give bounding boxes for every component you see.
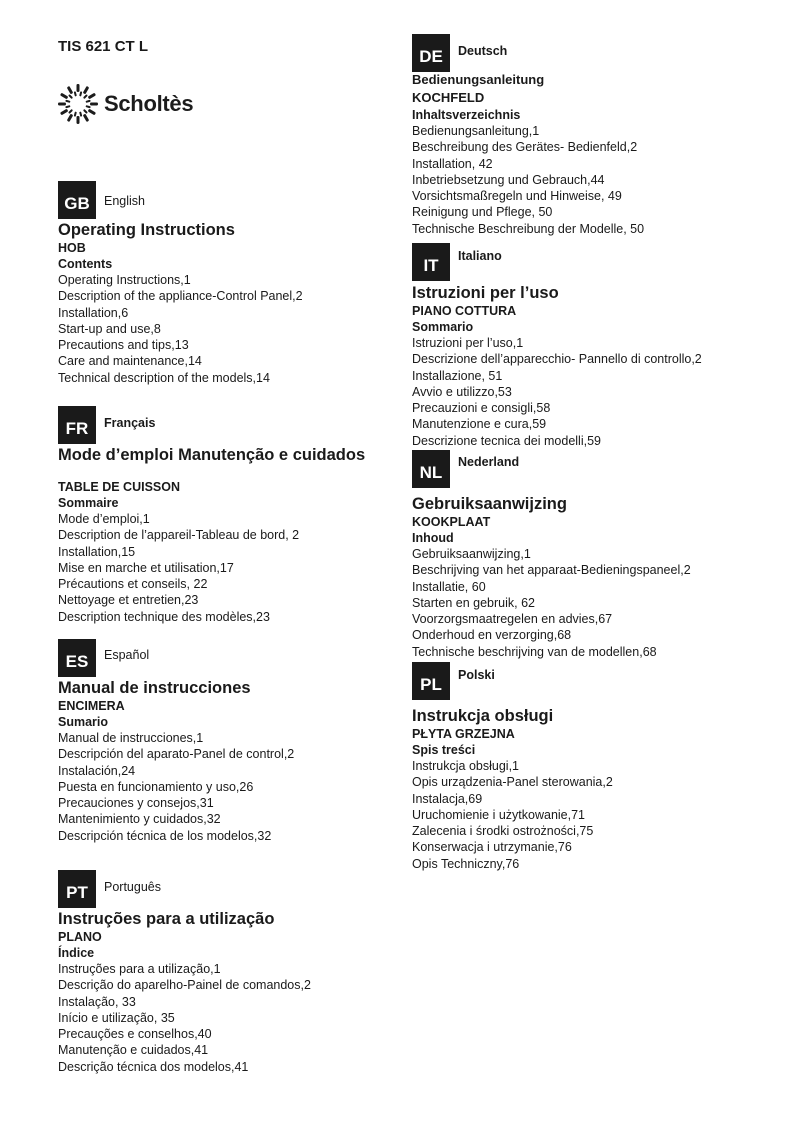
contents-item: Installation,6 xyxy=(58,305,129,320)
section-it xyxy=(412,243,702,449)
lang-name: English xyxy=(104,194,145,208)
contents-item: Descrição do aparelho-Painel de comandos,2 xyxy=(58,978,311,993)
product-name: KOOKPLAAT xyxy=(412,515,491,529)
section-nl xyxy=(412,450,691,660)
contents-item: Início e utilização, 35 xyxy=(58,1010,175,1025)
lang-header xyxy=(58,406,365,444)
lang-badge: NL xyxy=(412,450,450,488)
section-title: Gebruiksaanwijzing xyxy=(412,495,567,513)
contents-item: Care and maintenance,14 xyxy=(58,354,202,369)
contents-label: Índice xyxy=(58,946,95,960)
product-name: PLANO xyxy=(58,930,102,944)
product-name: PIANO COTTURA xyxy=(412,304,517,318)
contents-label: Sommario xyxy=(412,320,474,334)
contents-item: Puesta en funcionamiento y uso,26 xyxy=(58,779,254,794)
section-de xyxy=(412,34,644,237)
contents-item: Precauciones y consejos,31 xyxy=(58,796,214,811)
product-name: ENCIMERA xyxy=(58,699,125,713)
contents-item: Instruções para a utilização,1 xyxy=(58,962,221,976)
contents-item: Précautions et conseils, 22 xyxy=(58,577,208,592)
contents-item: Technical description of the models,14 xyxy=(58,370,270,385)
contents-item: Technische Beschreibung der Modelle, 50 xyxy=(412,221,645,236)
contents-item: Start-up and use,8 xyxy=(58,321,161,336)
brand-name: Scholtès xyxy=(104,91,194,116)
contents-item: Gebruiksaanwijzing,1 xyxy=(412,547,531,561)
section-pt xyxy=(58,870,311,1075)
lang-header xyxy=(58,181,303,219)
contents-item: Istruzioni per l’uso,1 xyxy=(412,336,524,350)
model-number: TIS 621 CT L xyxy=(58,38,149,55)
contents-item: Manutenção e cuidados,41 xyxy=(58,1043,209,1058)
contents-item: Operating Instructions,1 xyxy=(58,273,191,287)
section-title: Instruções para a utilização xyxy=(58,910,275,928)
contents-item: Technische beschrijving van de modellen,68 xyxy=(412,644,657,659)
contents-item: Descrizione dell’apparecchio- Pannello di controllo,2 xyxy=(412,352,702,367)
lang-name: Français xyxy=(104,416,156,430)
contents-item: Vorsichtsmaßregeln und Hinweise, 49 xyxy=(412,189,622,204)
sun-logo-icon xyxy=(56,82,100,126)
contents-item: Avvio e utilizzo,53 xyxy=(412,384,512,399)
contents-item: Installation,15 xyxy=(58,544,136,559)
lang-header xyxy=(412,450,691,488)
section-title: Instrukcja obsługi xyxy=(412,707,554,725)
contents-item: Bedienungsanleitung,1 xyxy=(412,124,540,138)
contents-item: Descrizione tecnica dei modelli,59 xyxy=(412,433,601,448)
contents-label: Sumario xyxy=(58,715,109,729)
contents-item: Onderhoud en verzorging,68 xyxy=(412,628,572,643)
contents-item: Beschreibung des Gerätes- Bedienfeld,2 xyxy=(412,140,638,155)
contents-item: Descrição técnica dos modelos,41 xyxy=(58,1059,249,1074)
contents-label: Inhoud xyxy=(412,531,454,545)
lang-name: Português xyxy=(104,880,161,894)
contents-item: Voorzorgsmaatregelen en advies,67 xyxy=(412,612,613,627)
lang-badge: ES xyxy=(58,639,96,677)
lang-header xyxy=(58,639,294,677)
contents-item: Zalecenia i środki ostrożności,75 xyxy=(412,824,594,839)
contents-item: Mode d’emploi,1 xyxy=(58,512,150,526)
contents-item: Manutenzione e cura,59 xyxy=(412,417,547,432)
lang-name: Polski xyxy=(458,668,495,682)
lang-header xyxy=(412,243,702,281)
contents-item: Installation, 42 xyxy=(412,156,493,171)
section-fr xyxy=(58,406,365,625)
product-name: KOCHFELD xyxy=(412,90,485,105)
lang-badge: GB xyxy=(58,181,96,219)
contents-item: Starten en gebruik, 62 xyxy=(412,595,535,610)
lang-badge: DE xyxy=(412,34,450,72)
contents-item: Uruchomienie i użytkowanie,71 xyxy=(412,807,586,822)
brand-logo xyxy=(56,82,193,126)
section-es xyxy=(58,639,294,844)
contents-label: Spis treści xyxy=(412,743,476,757)
contents-item: Opis Techniczny,76 xyxy=(412,856,520,871)
section-title: Mode d’emploi Manutenção e cuidados xyxy=(58,446,366,464)
contents-item: Instalación,24 xyxy=(58,763,136,778)
contents-item: Opis urządzenia-Panel sterowania,2 xyxy=(412,775,613,790)
lang-header xyxy=(58,870,311,908)
contents-item: Instalação, 33 xyxy=(58,994,136,1009)
contents-item: Precauzioni e consigli,58 xyxy=(412,401,551,416)
product-name: PŁYTA GRZEJNA xyxy=(412,727,515,741)
contents-item: Description technique des modèles,23 xyxy=(58,609,270,624)
contents-item: Descripción del aparato-Panel de control,2 xyxy=(58,747,295,762)
contents-item: Nettoyage et entretien,23 xyxy=(58,593,199,608)
contents-item: Description of the appliance-Control Panel,2 xyxy=(58,289,303,304)
product-name: HOB xyxy=(58,241,86,255)
contents-item: Instrukcja obsługi,1 xyxy=(412,759,520,773)
contents-label: Contents xyxy=(58,257,113,271)
lang-badge: FR xyxy=(58,406,96,444)
contents-label: Sommaire xyxy=(58,496,119,510)
section-title: Operating Instructions xyxy=(58,221,235,239)
contents-item: Mantenimiento y cuidados,32 xyxy=(58,812,221,827)
product-name: TABLE DE CUISSON xyxy=(58,480,180,494)
section-pl xyxy=(412,662,613,872)
lang-badge: PT xyxy=(58,870,96,908)
contents-item: Manual de instrucciones,1 xyxy=(58,731,204,745)
section-title: Manual de instrucciones xyxy=(58,679,251,697)
lang-name: Italiano xyxy=(458,249,502,263)
contents-item: Precautions and tips,13 xyxy=(58,338,189,353)
lang-name: Deutsch xyxy=(458,44,508,58)
contents-item: Descripción técnica de los modelos,32 xyxy=(58,828,272,843)
contents-item: Instalacja,69 xyxy=(412,791,483,806)
contents-item: Description de l’appareil-Tableau de bord, 2 xyxy=(58,528,300,543)
lang-badge: IT xyxy=(412,243,450,281)
lang-header xyxy=(412,662,613,700)
section-title: Bedienungsanleitung xyxy=(412,72,545,87)
contents-item: Precauções e conselhos,40 xyxy=(58,1027,212,1042)
contents-item: Beschrijving van het apparaat-Bedieningspaneel,2 xyxy=(412,563,691,578)
contents-item: Mise en marche et utilisation,17 xyxy=(58,560,234,575)
lang-name: Español xyxy=(104,648,150,662)
lang-header xyxy=(412,34,644,72)
contents-item: Konserwacja i utrzymanie,76 xyxy=(412,840,572,855)
section-title: Istruzioni per l’uso xyxy=(412,284,559,302)
contents-item: Reinigung und Pflege, 50 xyxy=(412,205,553,220)
lang-badge: PL xyxy=(412,662,450,700)
section-gb xyxy=(58,181,303,386)
contents-label: Inhaltsverzeichnis xyxy=(412,108,521,122)
contents-item: Installazione, 51 xyxy=(412,368,503,383)
contents-item: Installatie, 60 xyxy=(412,579,486,594)
contents-item: Inbetriebsetzung und Gebrauch,44 xyxy=(412,172,605,187)
lang-name: Nederland xyxy=(458,455,520,469)
